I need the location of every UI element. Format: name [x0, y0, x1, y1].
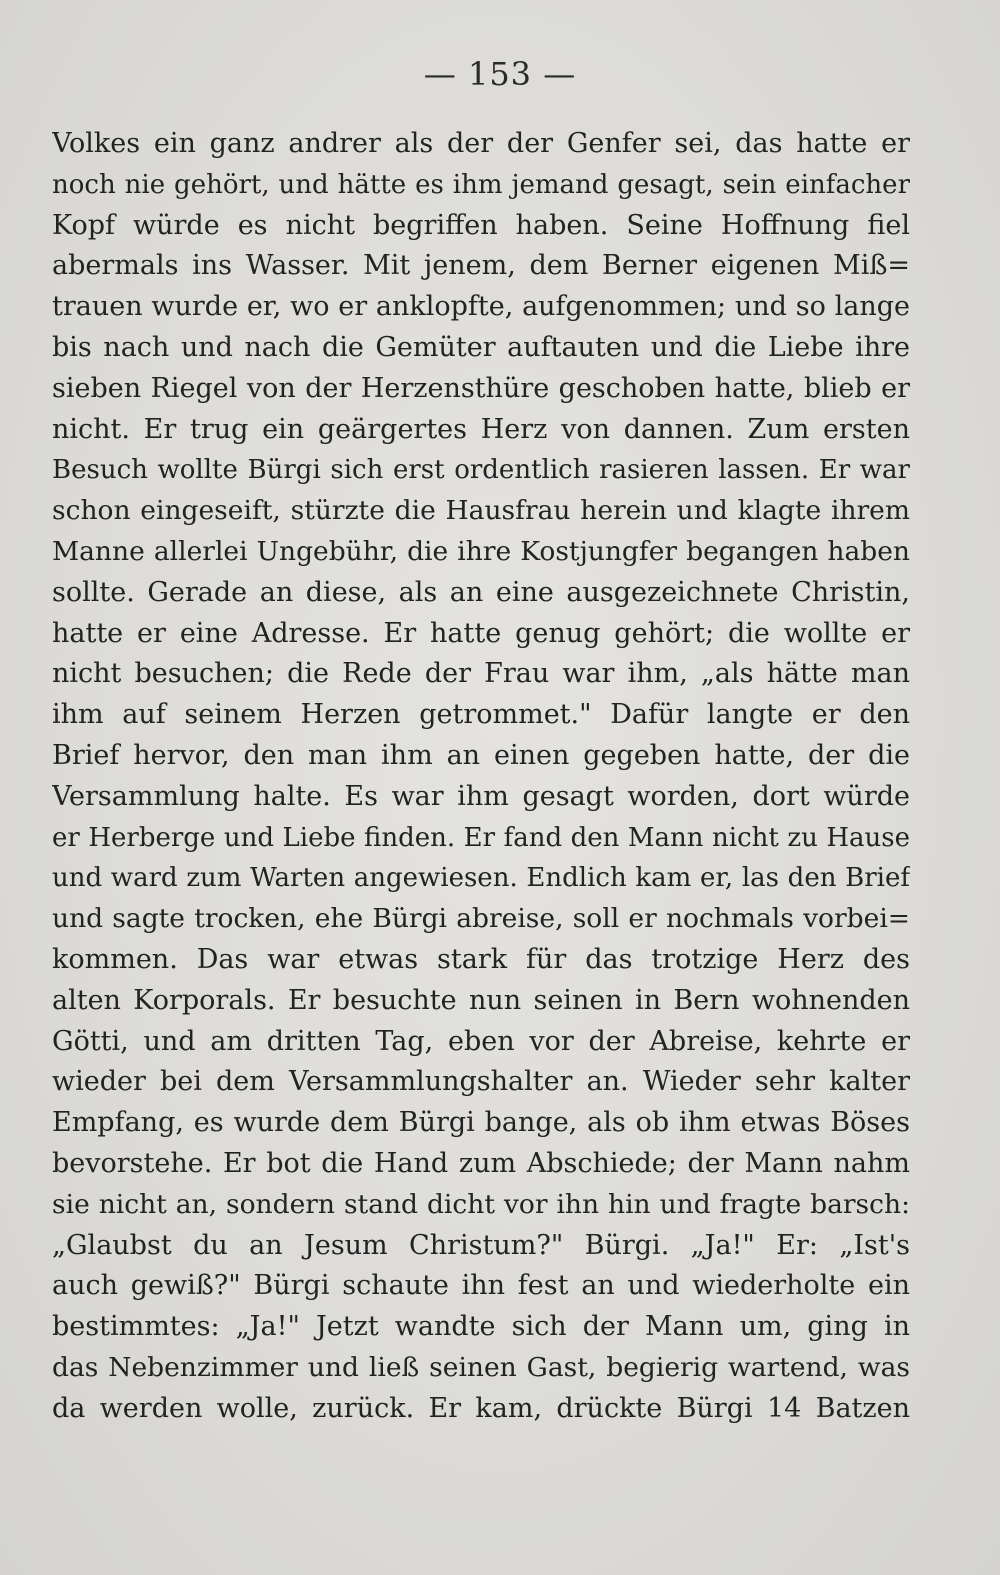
- text-line: ihm auf seinem Herzen getrommet." Dafür langte er den: [52, 699, 910, 731]
- text-line: abermals ins Wasser. Mit jenem, dem Berner eigenen Miß=: [52, 250, 910, 282]
- text-line: trauen wurde er, wo er anklopfte, aufgenommen; und so lange: [52, 291, 910, 323]
- text-line: kommen. Das war etwas stark für das trotzige Herz des: [52, 943, 910, 975]
- text-line: Kopf würde es nicht begriffen haben. Seine Hoffnung fiel: [52, 209, 910, 241]
- text-line: er Herberge und Liebe finden. Er fand den Mann nicht zu Hause: [52, 822, 910, 853]
- text-line: auch gewiß?" Bürgi schaute ihn fest an und wiederholte ein: [52, 1270, 910, 1302]
- text-line: nicht besuchen; die Rede der Frau war ihm, „als hätte man: [52, 658, 910, 690]
- text-line: Brief hervor, den man ihm an einen gegeben hatte, der die: [52, 739, 910, 771]
- text-line: wieder bei dem Versammlungshalter an. Wieder sehr kalter: [52, 1066, 910, 1098]
- text-line: alten Korporals. Er besuchte nun seinen in Bern wohnenden: [52, 984, 910, 1016]
- text-line: bis nach und nach die Gemüter auftauten und die Liebe ihre: [52, 331, 910, 363]
- text-line: noch nie gehört, und hätte es ihm jemand gesagt, sein einfacher: [52, 169, 910, 200]
- text-line: da werden wolle, zurück. Er kam, drückte Bürgi 14 Batzen: [52, 1392, 910, 1424]
- text-line: Volkes ein ganz andrer als der der Genfer sei, das hatte er: [52, 128, 910, 159]
- text-line: das Nebenzimmer und ließ seinen Gast, begierig wartend, was: [52, 1351, 910, 1383]
- text-line: bevorstehe. Er bot die Hand zum Abschiede; der Mann nahm: [52, 1147, 910, 1179]
- text-line: Empfang, es wurde dem Bürgi bange, als ob ihm etwas Böses: [52, 1107, 910, 1139]
- text-line: Manne allerlei Ungebühr, die ihre Kostjungfer begangen haben: [52, 535, 910, 567]
- text-line: Besuch wollte Bürgi sich erst ordentlich rasieren lassen. Er war: [52, 455, 910, 486]
- text-line: sieben Riegel von der Herzensthüre geschoben hatte, blieb er: [52, 372, 910, 404]
- text-line: und ward zum Warten angewiesen. Endlich kam er, las den Brief: [52, 863, 910, 894]
- text-line: sie nicht an, sondern stand dicht vor ihn hin und fragte barsch:: [52, 1188, 910, 1220]
- text-line: nicht. Er trug ein geärgertes Herz von dannen. Zum ersten: [52, 413, 910, 445]
- text-line: „Glaubst du an Jesum Christum?" Bürgi. „Ja!" Er: „Ist's: [52, 1229, 910, 1261]
- text-line: Versammlung halte. Es war ihm gesagt worden, dort würde: [52, 780, 910, 812]
- text-line: schon eingeseift, stürzte die Hausfrau herein und klagte ihrem: [52, 495, 910, 527]
- text-line: Götti, und am dritten Tag, eben vor der Abreise, kehrte er: [52, 1025, 910, 1057]
- text-line: sollte. Gerade an diese, als an eine ausgezeichnete Christin,: [52, 576, 910, 608]
- text-line: hatte er eine Adresse. Er hatte genug gehört; die wollte er: [52, 617, 910, 649]
- text-line: bestimmtes: „Ja!" Jetzt wandte sich der Mann um, ging in: [52, 1311, 910, 1343]
- text-line: und sagte trocken, ehe Bürgi abreise, soll er nochmals vorbei=: [52, 903, 910, 935]
- page-number: — 153 —: [423, 55, 577, 93]
- body-text: [52, 124, 910, 1430]
